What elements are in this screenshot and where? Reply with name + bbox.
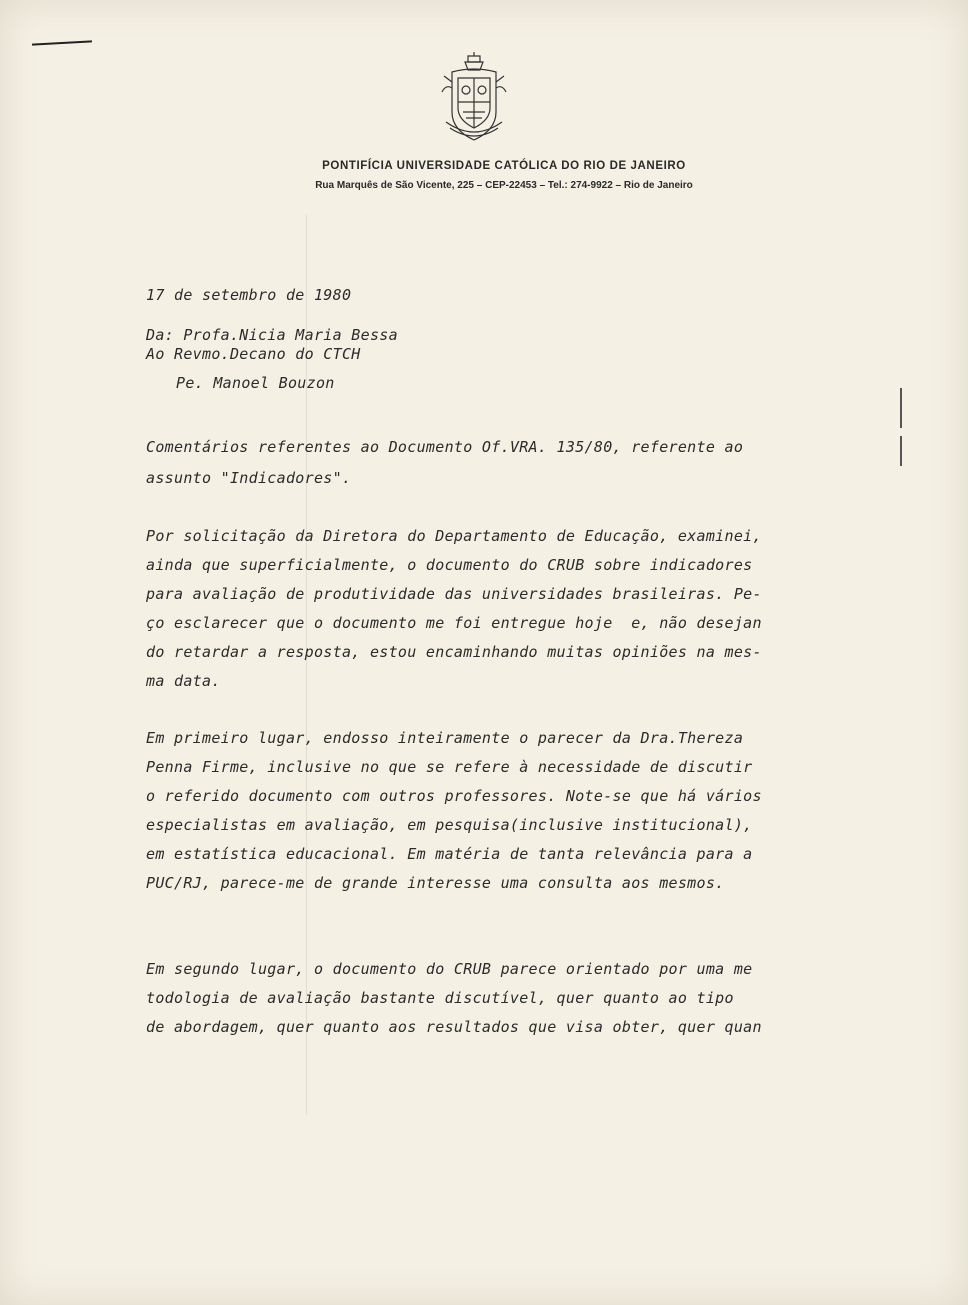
paragraph-1 — [146, 527, 906, 690]
paragraph-line: para avaliação de produtividade das universidades brasileiras. Pe- — [146, 585, 762, 603]
corner-ink-mark — [32, 40, 92, 45]
paragraph-line: o referido documento com outros professores. Note-se que há vários — [146, 787, 762, 805]
paragraph-line: todologia de avaliação bastante discutível, quer quanto ao tipo — [146, 989, 734, 1007]
paragraph-line: PUC/RJ, parece-me de grande interesse uma consulta aos mesmos. — [146, 874, 725, 892]
subject-line: Comentários referentes ao Documento Of.VRA. 135/80, referente ao — [146, 438, 744, 456]
paragraph-line: de abordagem, quer quanto aos resultados que visa obter, quer quan — [146, 1018, 762, 1036]
paragraph-line: ma data. — [146, 672, 221, 690]
paragraph-line: ainda que superficialmente, o documento do CRUB sobre indicadores — [146, 556, 753, 574]
paragraph-line: Por solicitação da Diretora do Departamento de Educação, examinei, — [146, 527, 762, 545]
paragraph-line: em estatística educacional. Em matéria de tanta relevância para a — [146, 845, 753, 863]
subject-block — [146, 438, 906, 510]
letter-to: Ao Revmo.Decano do CTCH — [146, 345, 361, 363]
subject-line: assunto "Indicadores". — [146, 469, 352, 487]
paragraph-2 — [146, 729, 906, 892]
paragraph-3 — [146, 960, 906, 1050]
edge-mark — [900, 388, 902, 428]
letter-to-name: Pe. Manoel Bouzon — [176, 374, 335, 392]
letter-date: 17 de setembro de 1980 — [146, 286, 352, 304]
university-crest-icon — [438, 52, 510, 148]
paragraph-line: Em segundo lugar, o documento do CRUB parece orientado por uma me — [146, 960, 753, 978]
paragraph-line: especialistas em avaliação, em pesquisa(inclusive institucional), — [146, 816, 753, 834]
paragraph-line: Em primeiro lugar, endosso inteiramente o parecer da Dra.Thereza — [146, 729, 744, 747]
letterhead-name: PONTIFÍCIA UNIVERSIDADE CATÓLICA DO RIO DE JANEIRO — [322, 160, 686, 172]
letter-from: Da: Profa.Nicia Maria Bessa — [146, 326, 398, 344]
paragraph-line: Penna Firme, inclusive no que se refere à necessidade de discutir — [146, 758, 753, 776]
paragraph-line: do retardar a resposta, estou encaminhando muitas opiniões na mes- — [146, 643, 762, 661]
letterhead-address: Rua Marquês de São Vicente, 225 – CEP-22453 – Tel.: 274-9922 – Rio de Janeiro — [315, 180, 693, 191]
paragraph-line: ço esclarecer que o documento me foi entregue hoje e, não desejan — [146, 614, 762, 632]
